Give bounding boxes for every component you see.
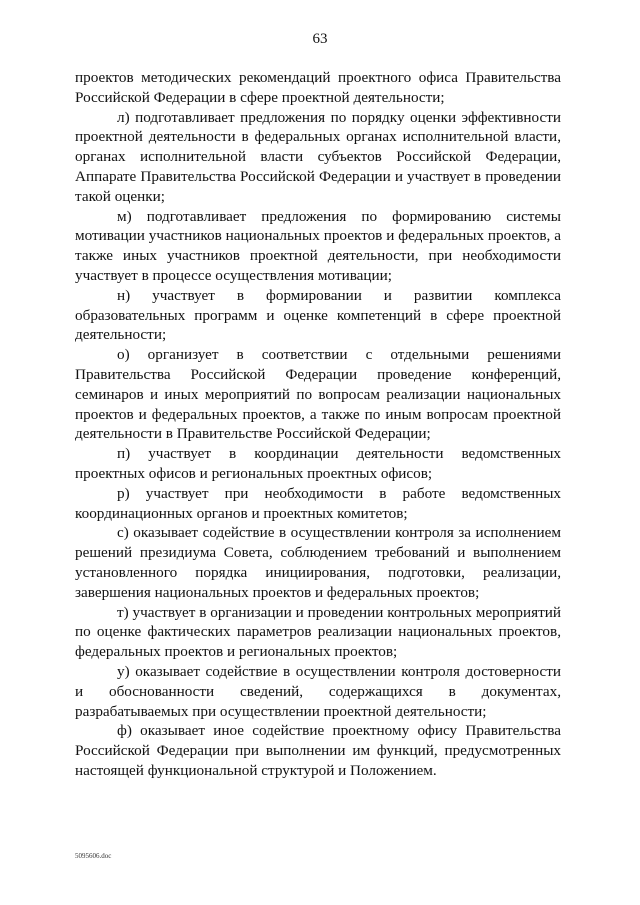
footer-doc-code: 5095606.doc bbox=[75, 852, 112, 860]
paragraph-item-m: м) подготавливает предложения по формированию системы мотивации участников национальных проектов и федеральных проектов, а также иных участников проектной деятельности, при необходимости участвует в процессе осуществления мотивации; bbox=[75, 207, 561, 284]
paragraph-continuation: проектов методических рекомендаций проектного офиса Правительства Российской Федерации в сфере проектной деятельности; bbox=[75, 69, 561, 106]
paragraph-item-t: т) участвует в организации и проведении контрольных мероприятий по оценке фактических параметров реализации национальных проектов, федеральных проектов и региональных проектов; bbox=[75, 603, 561, 661]
document-body bbox=[75, 68, 561, 781]
paragraph-item-n: н) участвует в формировании и развитии комплекса образовательных программ и оценке компетенций в сфере проектной деятельности; bbox=[75, 286, 561, 344]
paragraph-item-f: ф) оказывает иное содействие проектному офису Правительства Российской Федерации при выполнении им функций, предусмотренных настоящей функциональной структурой и Положением. bbox=[75, 722, 561, 779]
paragraph-item-u: у) оказывает содействие в осуществлении контроля достоверности и обоснованности сведений, содержащихся в документах, разрабатываемых при осуществлении проектной деятельности; bbox=[75, 662, 561, 720]
paragraph-item-s: с) оказывает содействие в осуществлении контроля за исполнением решений президиума Совета, соблюдением требований и выполнением установленного порядка инициирования, подготовки, реализации, завершения национальных проектов и федеральных проектов; bbox=[75, 524, 561, 601]
paragraph-item-o: о) организует в соответствии с отдельными решениями Правительства Российской Федерации проведение конференций, семинаров и иных мероприятий по вопросам реализации национальных проектов и федеральных проектов, а также по иным вопросам проектной деятельности в Правительстве Российской Федерации; bbox=[75, 346, 561, 443]
paragraph-item-r: р) участвует при необходимости в работе ведомственных координационных органов и проектных комитетов; bbox=[75, 484, 561, 522]
paragraph-item-l: л) подготавливает предложения по порядку оценки эффективности проектной деятельности в федеральных органах исполнительной власти, органах исполнительной власти субъектов Российской Федерации, Аппарате Правительства Российской Федерации и участвует в проведении такой оценки; bbox=[75, 108, 561, 205]
page-number: 63 bbox=[312, 31, 328, 47]
paragraph-item-p: п) участвует в координации деятельности ведомственных проектных офисов и региональных проектных офисов; bbox=[75, 445, 561, 482]
